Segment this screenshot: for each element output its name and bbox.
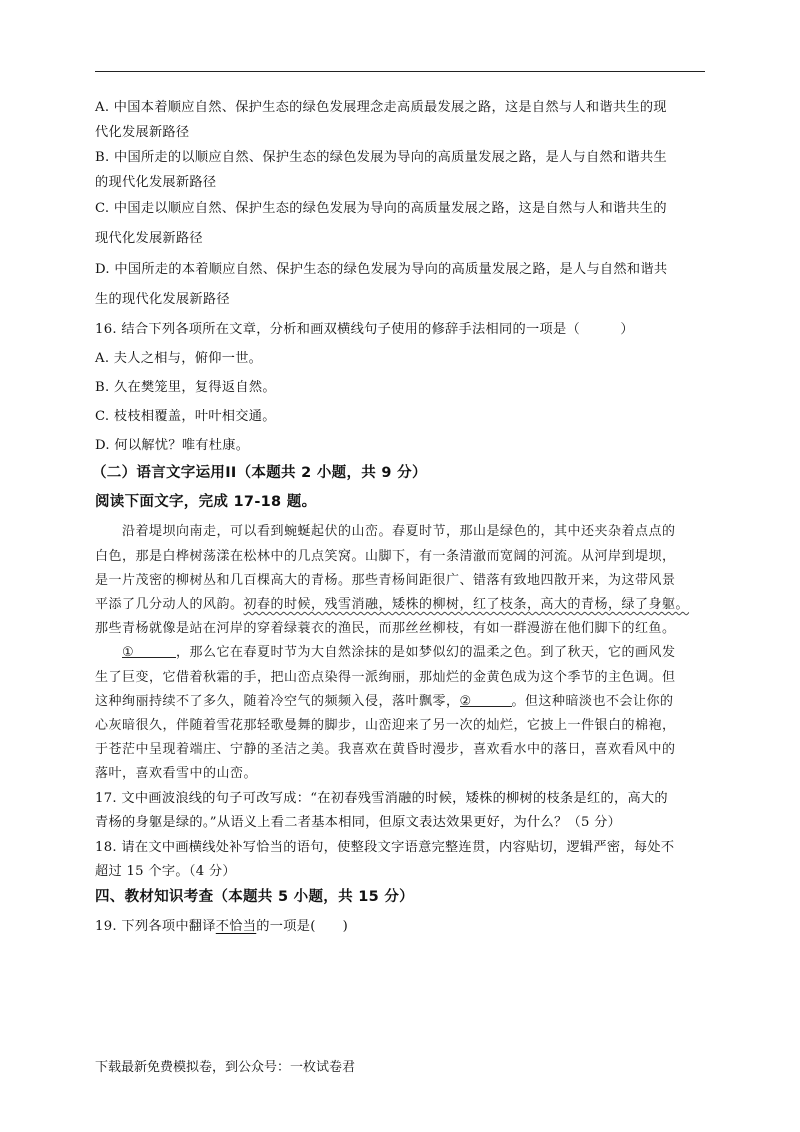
q19-text: 的一项是( ) (256, 919, 349, 934)
passage-p1-line2: 白色，那是白桦树荡漾在松林中的几点笑窝。山脚下，有一条清澈而宽阔的河流。从河岸到堤坝， (95, 549, 676, 564)
q16-option-b: B. 久在樊笼里，复得返自然。 (95, 380, 276, 395)
q19-text: 19. 下列各项中翻译 (95, 919, 216, 934)
passage-p1-line4 (95, 593, 689, 612)
passage-p2-line2: 生了巨变，它借着秋霜的手，把山峦点染得一派绚丽，那灿烂的金黄色成为这个季节的主色调。但 (95, 670, 676, 685)
blank-2: ② (460, 694, 512, 707)
q15-option-b-line1: B. 中国所走的以顺应自然、保护生态的绿色发展为导向的高质量发展之路，是人与自然和谐共生 (95, 150, 667, 165)
q16-option-c: C. 枝枝相覆盖，叶叶相交通。 (95, 409, 276, 424)
q15-option-b-line2: 的现代化发展新路径 (95, 175, 217, 190)
q19-underlined-word: 不恰当 (215, 919, 257, 934)
q15-option-a-line1: A. 中国本着顺应自然、保护生态的绿色发展理念走高质最发展之路，这是自然与人和谐共生的现 (95, 100, 667, 115)
passage-p2-line1 (122, 641, 676, 660)
q18-line1: 18. 请在文中画横线处补写恰当的语句，使整段文字语意完整连贯，内容贴切，逻辑严密，每处不 (95, 840, 675, 855)
q15-option-c-line1: C. 中国走以顺应自然、保护生态的绿色发展为导向的高质量发展之路，这是自然与人和谐共生的 (95, 201, 667, 216)
q16-option-d: D. 何以解忧？唯有杜康。 (95, 438, 250, 453)
passage-p1-line5: 那些青杨就像是站在河岸的穿着绿蓑衣的渔民，而那丝丝柳枝，有如一群漫游在他们脚下的红鱼。 (95, 621, 676, 636)
passage-text: 平添了几分动人的风韵。 (95, 597, 244, 612)
passage-p1-line3: 是一片茂密的柳树丛和几百棵高大的青杨。那些青杨间距很广、错落有致地四散开来，为这带风景 (95, 573, 676, 588)
q15-option-d-line1: D. 中国所走的本着顺应自然、保护生态的绿色发展为导向的高质量发展之路，是人与自然和谐共 (95, 262, 668, 277)
passage-p2-line4: 心灰暗很久，伴随着雪花那轻歌曼舞的脚步，山峦迎来了另一次的灿烂，它披上一件银白的棉袍， (95, 718, 676, 733)
header-rule (95, 71, 705, 72)
q16-stem: 16. 结合下列各项所在文章，分析和画双横线句子使用的修辞手法相同的一项是（ ） (95, 322, 634, 337)
blank-1: ① (122, 645, 176, 658)
q16-option-a: A. 夫人之相与，俯仰一世。 (95, 351, 263, 366)
passage-p2-line5: 于苍茫中呈现着端庄、宁静的圣洁之美。我喜欢在黄昏时漫步，喜欢看水中的落日，喜欢看风中的 (95, 742, 676, 757)
q17-line2: 青杨的身躯是绿的。”从语义上看二者基本相同，但原文表达效果更好，为什么？（5 分） (95, 815, 622, 830)
section2-heading: （二）语言文字运用II（本题共 2 小题，共 9 分） (92, 465, 427, 481)
passage-p1-line1: 沿着堤坝向南走，可以看到蜿蜒起伏的山峦。春夏时节，那山是绿色的，其中还夹杂着点点的 (122, 524, 676, 539)
q18-line2: 超过 15 个字。（4 分） (95, 864, 236, 879)
passage-p2-line6: 落叶，喜欢看雪中的山峦。 (95, 766, 258, 781)
q15-option-c-line2: 现代化发展新路径 (95, 231, 203, 246)
passage-text: 这种绚丽持续不了多久，随着冷空气的频频入侵，落叶飘零， (95, 694, 460, 709)
q15-option-d-line2: 生的现代化发展新路径 (95, 292, 230, 307)
footer-note: 下载最新免费模拟卷，到公众号：一枚试卷君 (95, 1060, 356, 1075)
passage-text: ，那么它在春夏时节为大自然涂抹的是如梦似幻的温柔之色。到了秋天，它的画风发 (176, 645, 676, 660)
q17-line1: 17. 文中画波浪线的句子可改写成：“在初春残雪消融的时候，矮株的柳树的枝条是红的，高大的 (95, 791, 668, 806)
q15-option-a-line2: 代化发展新路径 (95, 125, 190, 140)
q19-stem (95, 915, 348, 934)
wavy-underlined-sentence: 初春的时候，残雪消融，矮株的柳树，红了枝条，高大的青杨，绿了身躯。 (243, 597, 690, 612)
passage-p2-line3 (95, 690, 674, 709)
section4-heading: 四、教材知识考查（本题共 5 小题，共 15 分） (95, 889, 414, 905)
passage-text: 。但这种暗淡也不会让你的 (511, 694, 674, 709)
reading-instruction: 阅读下面文字，完成 17-18 题。 (95, 494, 317, 510)
